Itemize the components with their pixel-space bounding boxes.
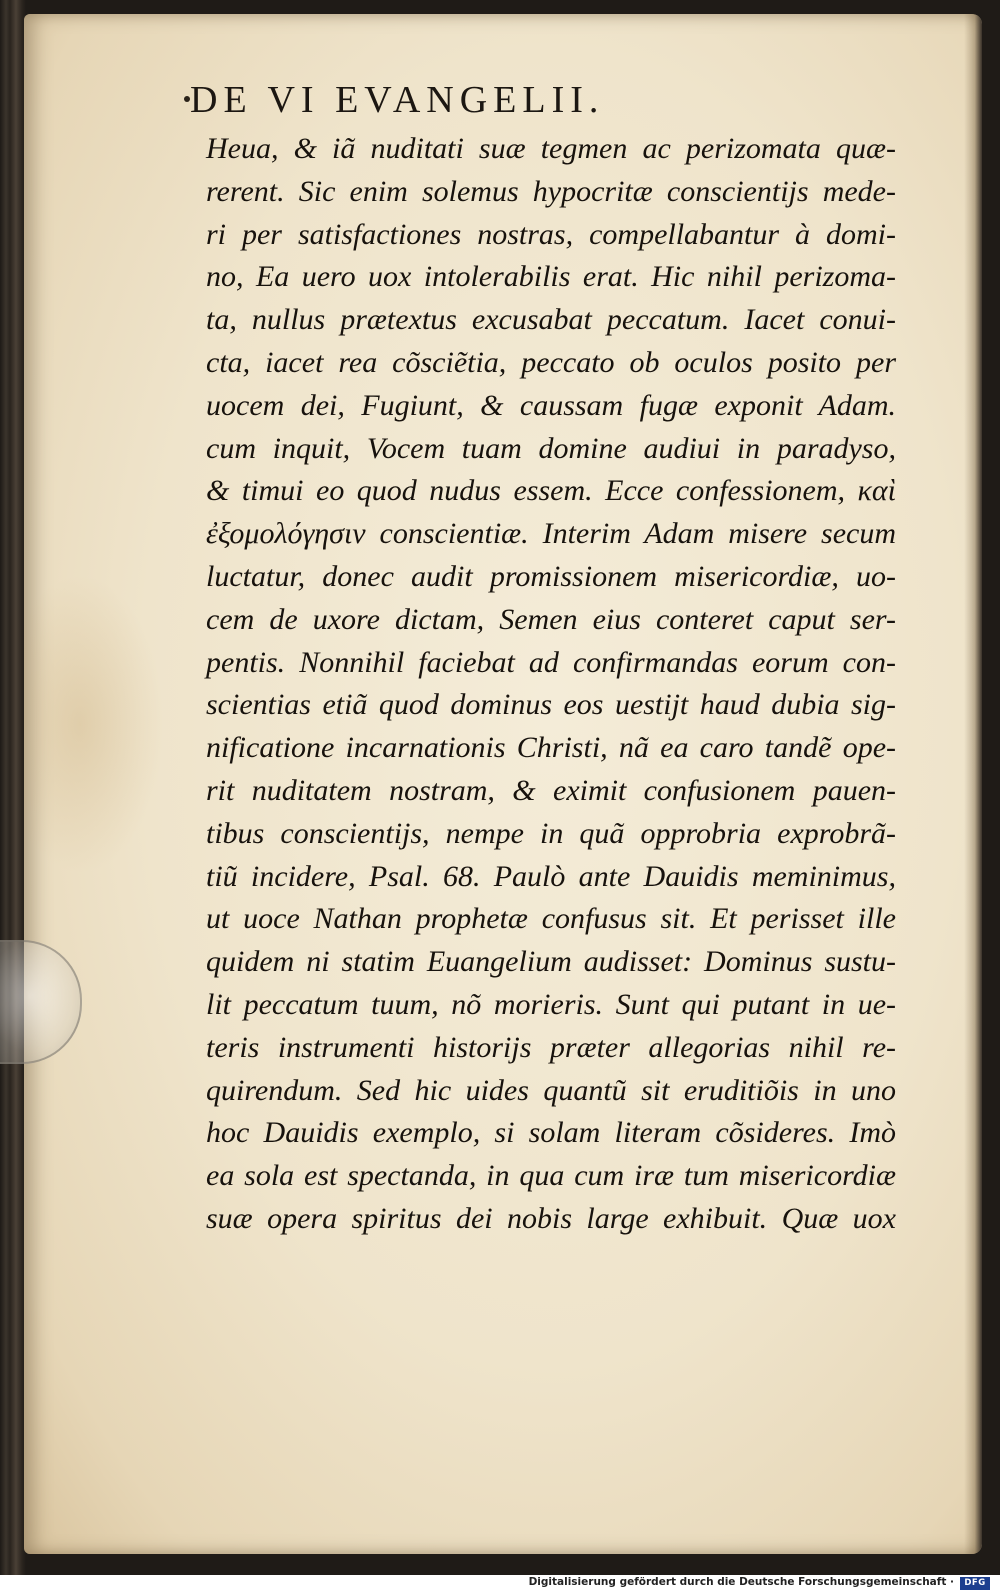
- text-line: rit nuditatem nostram, & eximit confusionem pauen-: [206, 773, 896, 807]
- text-line: scientias etiã quod dominus eos uestijt haud dubia sig-: [206, 688, 896, 722]
- text-line: ἐξομολόγησιν conscientiæ. Interim Adam misere secum: [206, 517, 896, 551]
- text-line: nificatione incarnationis Christi, nã ea caro tandẽ ope-: [206, 731, 896, 765]
- text-line: rerent. Sic enim solemus hypocritæ conscientijs mede-: [206, 174, 896, 208]
- text-line: no, Ea uero uox intolerabilis erat. Hic nihil perizoma-: [206, 260, 896, 294]
- page-edge: [964, 14, 982, 1554]
- text-line: Heua, & iã nuditati suæ tegmen ac perizomata quæ-: [206, 132, 896, 165]
- text-line: quirendum. Sed hic uides quantũ sit eruditiõis in uno: [206, 1073, 896, 1107]
- body-text: [206, 128, 896, 1241]
- text-line: tiũ incidere, Psal. 68. Paulò ante Dauidis meminimus,: [206, 859, 896, 893]
- text-line: quidem ni statim Euangelium audisset: Dominus sustu-: [206, 945, 896, 979]
- digitization-footer: [0, 1575, 1000, 1592]
- text-line: uocem dei, Fugiunt, & caussam fugæ exponit Adam.: [206, 388, 896, 422]
- text-line: ut uoce Nathan prophetæ confusus sit. Et perisset ille: [206, 902, 896, 936]
- text-line: lit peccatum tuum, nõ morieris. Sunt qui putant in ue-: [206, 987, 896, 1021]
- text-line: teris instrumenti historijs præter allegorias nihil re-: [206, 1030, 896, 1064]
- text-line: ta, nullus prætextus excusabat peccatum. Iacet conui-: [206, 303, 896, 337]
- dfg-logo: DFG: [960, 1577, 990, 1590]
- funding-credit: Digitalisierung gefördert durch die Deutsche Forschungsgemeinschaft ·: [528, 1576, 954, 1588]
- text-line: cta, iacet rea cõsciẽtia, peccato ob oculos posito per: [206, 345, 896, 379]
- text-line: luctatur, donec audit promissionem misericordiæ, uo-: [206, 559, 896, 593]
- water-stain: [24, 574, 164, 874]
- text-line: tibus conscientijs, nempe in quã opprobria exprobrã-: [206, 816, 896, 850]
- text-line: & timui eo quod nudus essem. Ecce confessionem, καὶ: [206, 474, 896, 508]
- text-line: cum inquit, Vocem tuam domine audiui in paradyso,: [206, 431, 896, 465]
- text-line: pentis. Nonnihil faciebat ad confirmandas eorum con-: [206, 645, 896, 679]
- text-line: ri per satisfactiones nostras, compellabantur à domi-: [206, 217, 896, 251]
- text-line: ea sola est spectanda, in qua cum iræ tum misericordiæ: [206, 1159, 896, 1193]
- text-line: cem de uxore dictam, Semen eius conteret caput ser-: [206, 602, 896, 636]
- text-line: suæ opera spiritus dei nobis large exhibuit. Quæ uox: [206, 1201, 896, 1235]
- text-line: hoc Dauidis exemplo, si solam literam cõsideres. Imò: [206, 1116, 896, 1150]
- running-head: DE VI EVANGELII.: [190, 79, 605, 121]
